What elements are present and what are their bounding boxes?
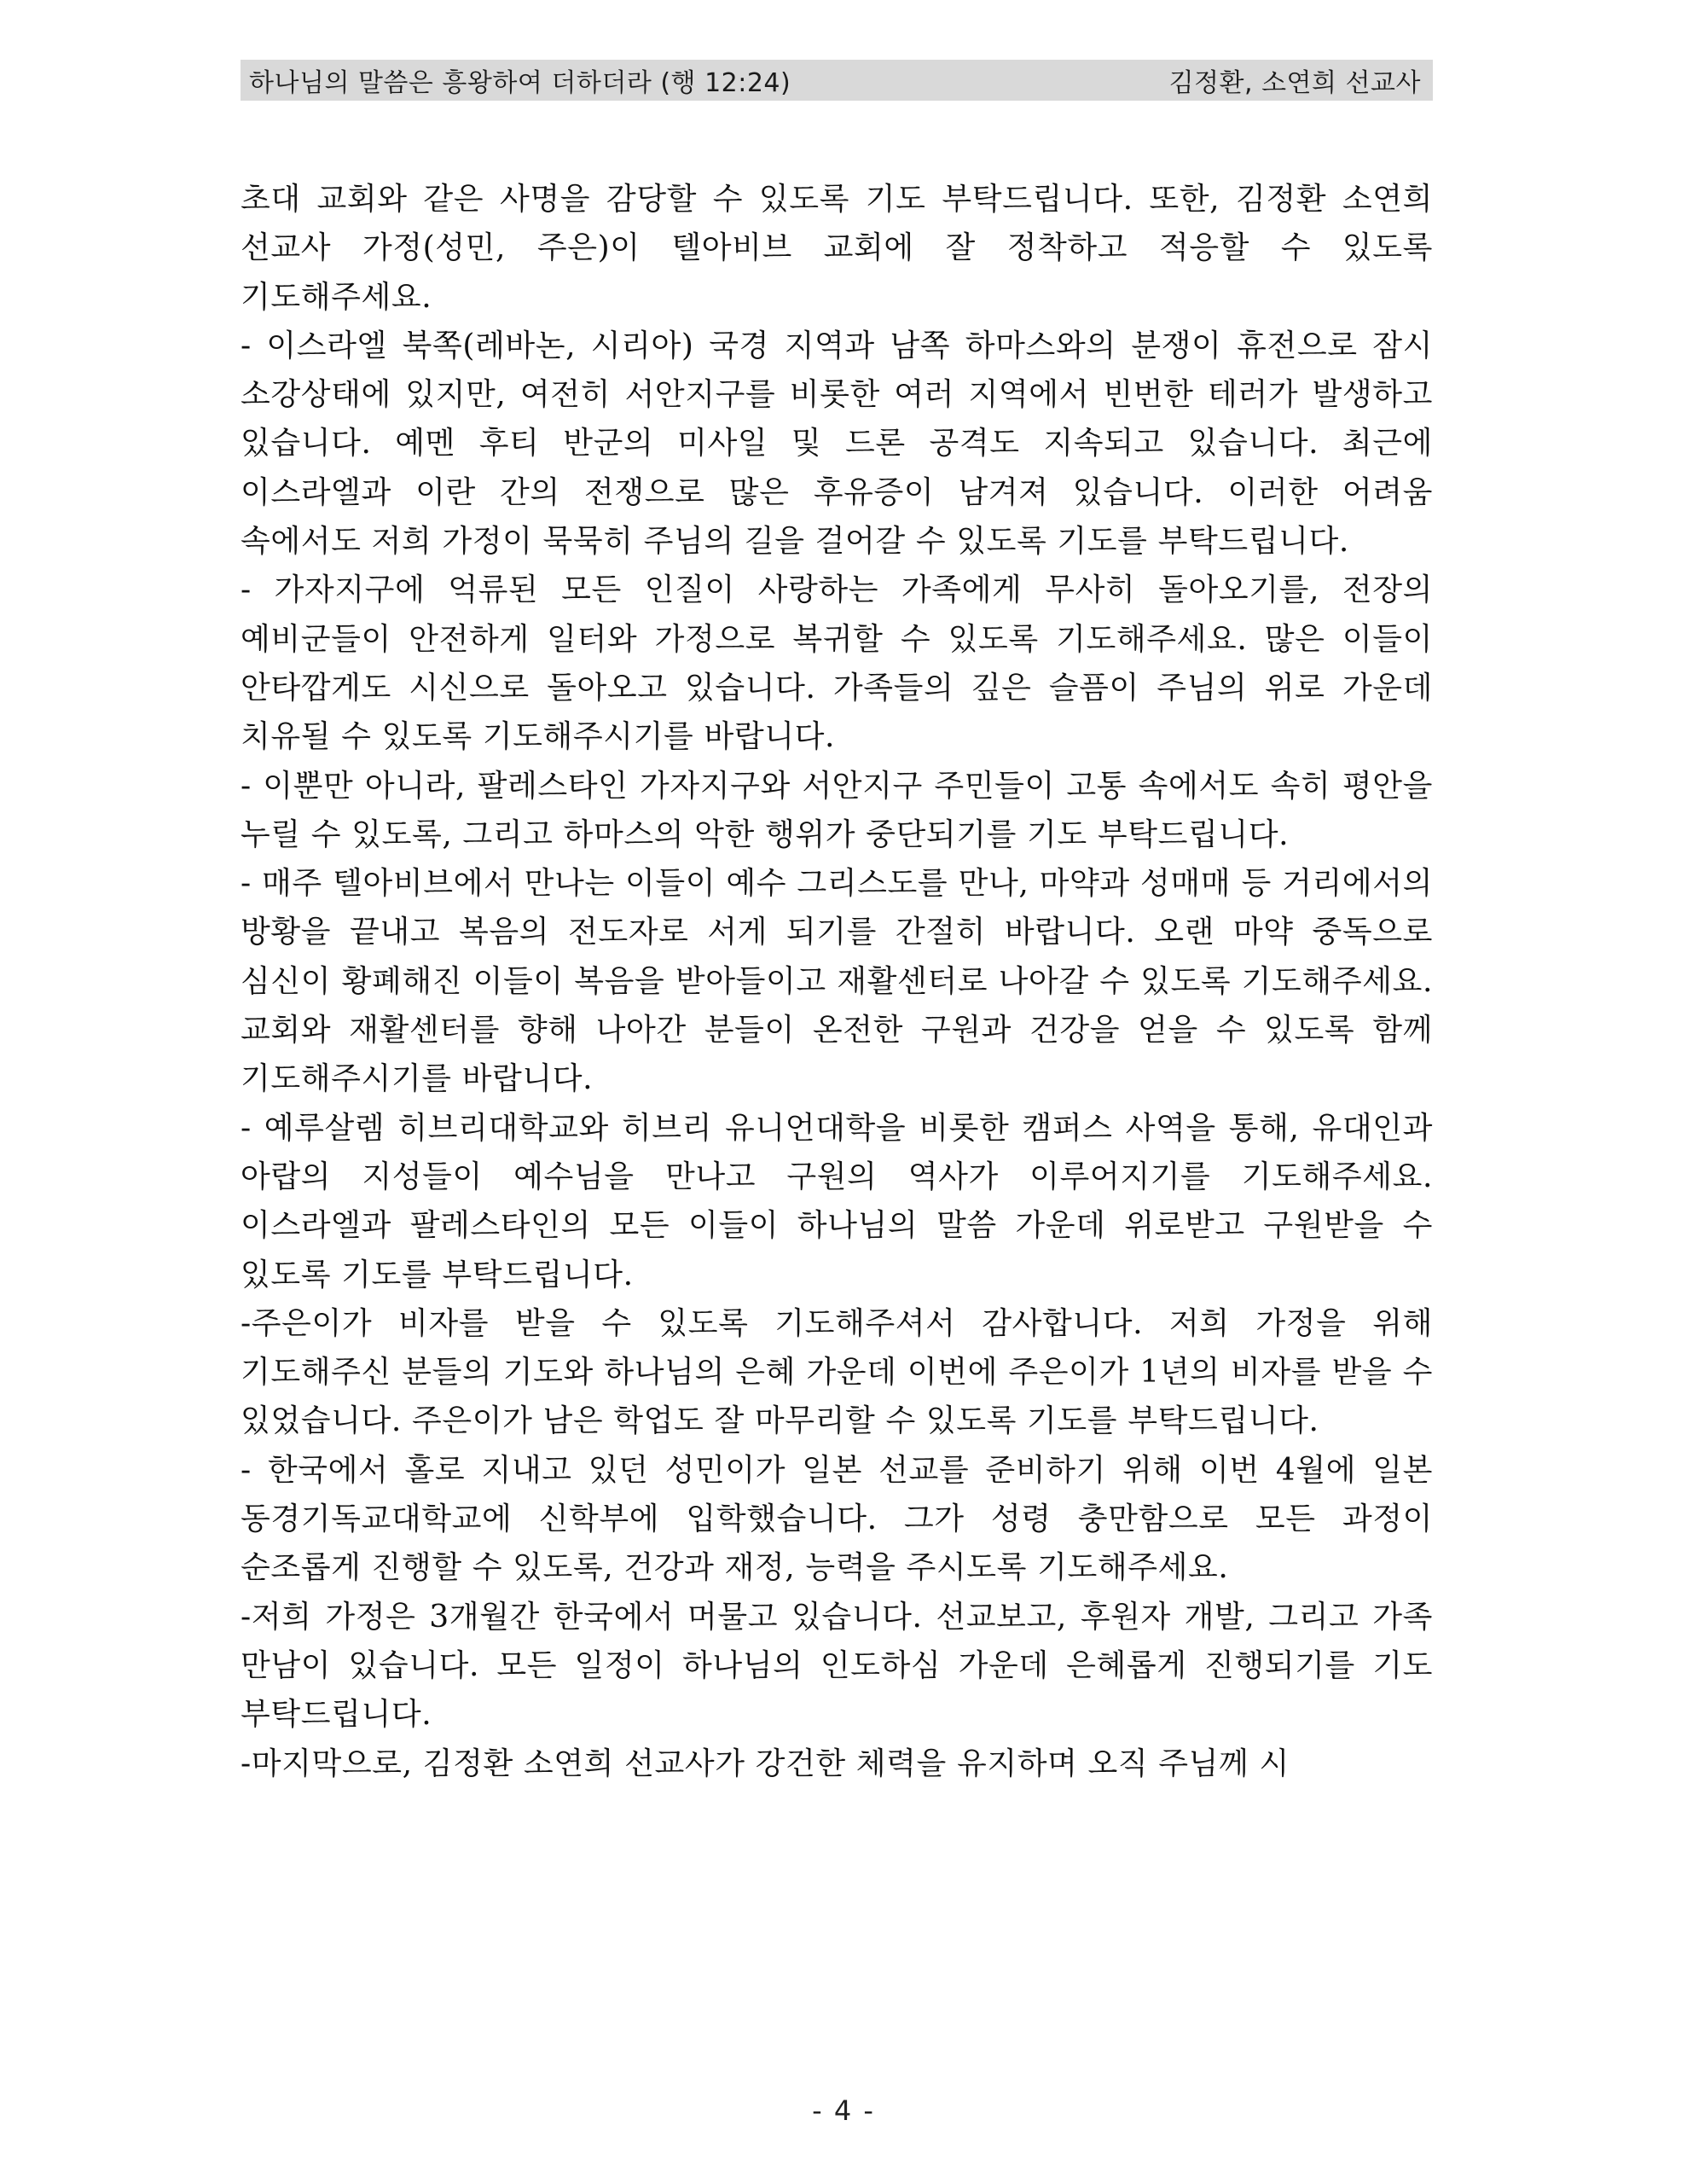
paragraph-prayer-israel-conflict: - 이스라엘 북쪽(레바논, 시리아) 국경 지역과 남쪽 하마스와의 분쟁이 휴전으로 잠시 소강상태에 있지만, 여전히 서안지구를 비롯한 여러 지역에서 빈번한 테러가 발생하고 있습니다. 예멘 후티 반군의 미사일 및 드론 공격도 지속되고 있습니다. 최근에 이스라엘과 이란 간의 전쟁으로 많은 후유증이 남겨져 있습니다. 이러한 어려움 속에서도 저희 가정이 묵묵히 주님의 길을 걸어갈 수 있도록 기도를 부탁드립니다.: [241, 328, 1433, 560]
paragraph-prayer-campus-ministry: - 예루살렘 히브리대학교와 히브리 유니언대학을 비롯한 캠퍼스 사역을 통해, 유대인과 아랍의 지성들이 예수님을 만나고 구원의 역사가 이루어지기를 기도해주세요. 이스라엘과 팔레스타인의 모든 이들이 하나님의 말씀 가운데 위로받고 구원받을 수 있도록 기도를 부탁드립니다.: [241, 1110, 1433, 1292]
page-number: - 4 -: [812, 2094, 875, 2127]
paragraph-prayer-seongmin: - 한국에서 홀로 지내고 있던 성민이가 일본 선교를 준비하기 위해 이번 4월에 일본 동경기독교대학교에 신학부에 입학했습니다. 그가 성령 충만함으로 모든 과정이 순조롭게 진행할 수 있도록, 건강과 재정, 능력을 주시도록 기도해주세요.: [241, 1452, 1433, 1586]
header-title: 하나님의 말씀은 흥왕하여 더하더라 (행 12:24): [249, 68, 791, 98]
paragraph-prayer-tel-aviv-street: - 매주 텔아비브에서 만나는 이들이 예수 그리스도를 만나, 마약과 성매매 등 거리에서의 방황을 끝내고 복음의 전도자로 서게 되기를 간절히 바랍니다. 오랜 마약 중독으로 심신이 황폐해진 이들이 복음을 받아들이고 재활센터로 나아갈 수 있도록 기도해주세요. 교회와 재활센터를 향해 나아간 분들이 온전한 구원과 건강을 얻을 수 있도록 함께 기도해주시기를 바랍니다.: [241, 866, 1433, 1097]
header-authors: 김정환, 소연희 선교사: [1168, 68, 1421, 98]
document-body: [241, 175, 1433, 1788]
paragraph-prayer-visa: -주은이가 비자를 받을 수 있도록 기도해주셔서 감사합니다. 저희 가정을 위해 기도해주신 분들의 기도와 하나님의 은혜 가운데 이번에 주은이가 1년의 비자를 받을 수 있었습니다. 주은이가 남은 학업도 잘 마무리할 수 있도록 기도를 부탁드립니다.: [241, 1305, 1433, 1439]
paragraph-prayer-hostages: - 가자지구에 억류된 모든 인질이 사랑하는 가족에게 무사히 돌아오기를, 전장의 예비군들이 안전하게 일터와 가정으로 복귀할 수 있도록 기도해주세요. 많은 이들이 안타깝게도 시신으로 돌아오고 있습니다. 가족들의 깊은 슬픔이 주님의 위로 가운데 치유될 수 있도록 기도해주시기를 바랍니다.: [241, 572, 1433, 755]
running-header: [241, 60, 1433, 101]
paragraph-intro: 초대 교회와 같은 사명을 감당할 수 있도록 기도 부탁드립니다. 또한, 김정환 소연희 선교사 가정(성민, 주은)이 텔아비브 교회에 잘 정착하고 적응할 수 있도록 기도해주세요.: [241, 182, 1433, 315]
paragraph-prayer-final: -마지막으로, 김정환 소연희 선교사가 강건한 체력을 유지하며 오직 주님께 시: [241, 1745, 1290, 1781]
paragraph-prayer-korea-stay: -저희 가정은 3개월간 한국에서 머물고 있습니다. 선교보고, 후원자 개발, 그리고 가족 만남이 있습니다. 모든 일정이 하나님의 인도하심 가운데 은혜롭게 진행되기를 기도 부탁드립니다.: [241, 1599, 1433, 1733]
paragraph-prayer-palestinians: - 이뿐만 아니라, 팔레스타인 가자지구와 서안지구 주민들이 고통 속에서도 속히 평안을 누릴 수 있도록, 그리고 하마스의 악한 행위가 중단되기를 기도 부탁드립니다.: [241, 768, 1433, 852]
